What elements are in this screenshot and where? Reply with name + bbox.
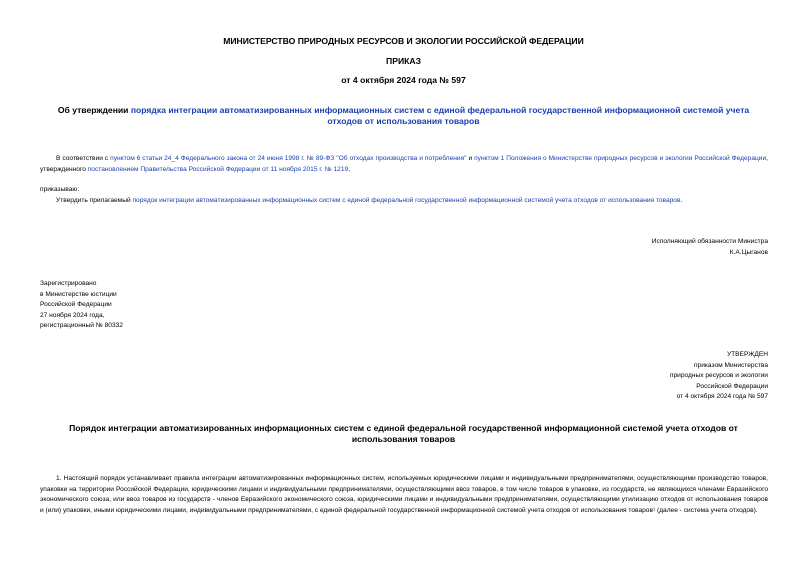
title-prefix: Об утверждении [57, 105, 131, 115]
registration-line: регистрационный № 80332 [40, 322, 123, 329]
registration-line: Зарегистрировано [40, 280, 97, 287]
approved-block [670, 350, 768, 403]
order-link[interactable]: порядок интеграции автоматизированных информационных систем с единой федеральной государственной информационной системой учета отходов от использования товаров [132, 197, 681, 204]
order-text-2: . [680, 197, 683, 204]
signature-name: К.А.Цыганов [729, 248, 768, 256]
approved-line: природных ресурсов и экологии [669, 372, 768, 379]
section-title: Порядок интеграции автоматизированных информационных систем с единой федеральной государственной информационной системой учета отходов от использования товаров [69, 423, 738, 444]
document-date: от 4 октября 2024 года № 597 [341, 75, 466, 85]
approved-line: Российской Федерации [696, 382, 768, 390]
government-decree-link[interactable]: постановлением Правительства Российской Федерации от 11 ноября 2015 г. № 1219 [87, 165, 349, 173]
document-title [40, 105, 767, 127]
registration-block [40, 279, 123, 332]
approved-line: приказом Министерства [693, 361, 768, 369]
signature-block [652, 237, 768, 258]
title-link[interactable]: порядка интеграции автоматизированных информационных систем с единой федеральной государственной информационной системой учета отходов от использования товаров [130, 105, 750, 126]
federal-law-link[interactable]: пунктом 6 статьи 24_4 Федерального закона от 24 июня 1998 г. № 89-ФЗ "Об отходах производства и потребления" [110, 155, 467, 162]
registration-line: в Министерстве юстиции [40, 290, 117, 298]
preamble-text-4: , [348, 165, 350, 173]
registration-line: Российской Федерации [40, 301, 112, 308]
approved-line: от 4 октября 2024 года № 597 [676, 393, 768, 400]
preamble-text-3: , утвержденного [40, 155, 769, 173]
signature-position: Исполняющий обязанности Министра [651, 238, 768, 245]
order-paragraph [56, 196, 768, 207]
document-type: ПРИКАЗ [386, 56, 421, 66]
approved-line: УТВЕРЖДЕН [726, 351, 768, 358]
preamble-text-1: В соответствии с [56, 155, 111, 162]
order-word: приказываю: [40, 186, 80, 193]
paragraph-1: 1. Настоящий порядок устанавливает правила интеграции автоматизированных информационных систем, используемых юридическими лицами и индивидуальными предпринимателями, осуществляющими производство товаров, упаковки на территории Российской Федерации, юридическими лицами и индивидуальными предпринимателями, осуществляющими ввоз товаров, в том числе товаров в упаковке, из государств, не являющихся членами Евразийского экономического союза, или ввоз товаров из государств - членов Евразийского экономического союза, юридическими лицами и индивидуальными предпринимателями, осуществляющими утилизацию отходов от использования товаров и (или) упаковки, иными юридическими лицами, индивидуальными предпринимателями, с единой федеральной государственной информационной системой учета отходов от использования товаров¹ (далее - система учета отходов). [40, 475, 768, 514]
preamble-text-2: и [466, 155, 475, 162]
order-text-1: Утвердить прилагаемый [56, 197, 133, 204]
preamble-paragraph [40, 154, 768, 175]
registration-line: 27 ноября 2024 года, [40, 311, 105, 319]
ministry-name: МИНИСТЕРСТВО ПРИРОДНЫХ РЕСУРСОВ И ЭКОЛОГИИ РОССИЙСКОЙ ФЕДЕРАЦИИ [223, 36, 584, 46]
ministry-regulation-link[interactable]: пунктом 1 Положения о Министерстве природных ресурсов и экологии Российской Федерации [474, 155, 767, 162]
